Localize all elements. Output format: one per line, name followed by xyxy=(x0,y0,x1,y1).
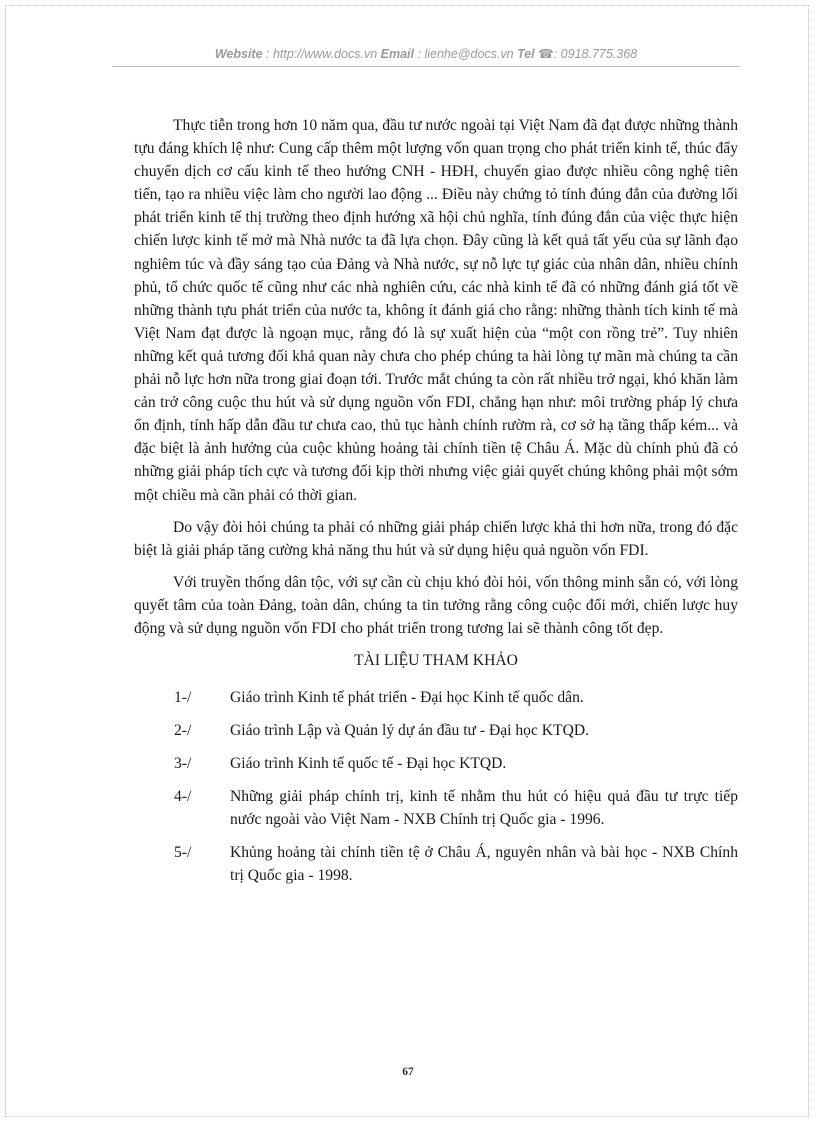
document-body xyxy=(134,114,738,897)
reference-item xyxy=(134,841,738,887)
reference-text: Những giải pháp chính trị, kinh tế nhằm thu hút có hiệu quả đầu tư trực tiếp nước ngoài vào Việt Nam - NXB Chính trị Quốc gia - 1996. xyxy=(230,788,738,829)
email-value: lienhe@docs.vn xyxy=(424,47,514,61)
tel-value: : 0918.775.368 xyxy=(553,47,638,61)
paragraph-1: Thực tiễn trong hơn 10 năm qua, đầu tư nước ngoài tại Việt Nam đã đạt được những thành tựu đáng khích lệ như: Cung cấp thêm một lượng vốn quan trọng cho phát triển kinh tế, thúc đẩy chuyển dịch cơ cấu kinh tế theo hướng CNH - HĐH, chuyển giao được nhiều công nghệ tiên tiến, tạo ra nhiều việc làm cho người lao động ... Điều này chứng tỏ tính đúng đắn của đường lối phát triển kinh tế thị trường theo định hướng xã hội chủ nghĩa, tính đúng đắn của việc thực hiện chiến lược kinh tế mở mà Nhà nước ta đã lựa chọn. Đây cũng là kết quả tất yếu của sự lãnh đạo nghiêm túc và đầy sáng tạo của Đảng và Nhà nước, sự nỗ lực tự giác của nhân dân, nhiều chính phủ, tổ chức quốc tế cũng như các nhà nghiên cứu, các nhà kinh tế đã có những đánh giá tốt về những thành tựu phát triển của nước ta, không ít đánh giá cho rằng: những thành tích kinh tế mà Việt Nam đạt được là ngoạn mục, rằng đó là sự xuất hiện của “một con rồng trẻ”. Tuy nhiên những kết quả tương đối khả quan này chưa cho phép chúng ta hài lòng tự mãn mà chúng ta cần phải nỗ lực hơn nữa trong giai đoạn tới. Trước mắt chúng ta còn rất nhiều trở ngại, khó khăn làm cản trở công cuộc thu hút và sử dụng nguồn vốn FDI, chẳng hạn như: môi trường pháp lý chưa ổn định, tính hấp dẫn đầu tư chưa cao, thủ tục hành chính rườm rà, cơ sở hạ tầng thấp kém... và đặc biệt là ảnh hưởng của cuộc khủng hoảng tài chính tiền tệ Châu Á. Mặc dù chính phủ đã có những giải pháp tích cực và tương đối kịp thời nhưng việc giải quyết chúng không phải một sớm một chiều mà cần phải có thời gian. xyxy=(134,117,739,504)
paragraph-2: Do vậy đòi hỏi chúng ta phải có những giải pháp chiến lược khả thi hơn nữa, trong đó đặc biệt là giải pháp tăng cường khả năng thu hút và sử dụng hiệu quả nguồn vốn FDI. xyxy=(134,518,738,559)
reference-item xyxy=(134,719,738,742)
website-separator: : xyxy=(262,47,273,61)
reference-number: 5-/ xyxy=(174,844,192,862)
references-heading: TÀI LIỆU THAM KHẢO xyxy=(354,652,518,670)
phone-icon: ☎ xyxy=(538,47,554,61)
reference-text: Giáo trình Kinh tế phát triển - Đại học Kinh tế quốc dân. xyxy=(230,689,584,707)
email-label: Email xyxy=(380,47,415,61)
reference-item xyxy=(134,785,738,831)
reference-item xyxy=(134,686,738,709)
reference-number: 2-/ xyxy=(174,722,192,740)
page-header xyxy=(112,46,740,61)
paragraph-3: Với truyền thống dân tộc, với sự cần cù chịu khó đòi hỏi, vốn thông minh sẵn có, với lòng quyết tâm của toàn Đảng, toàn dân, chúng ta tin tưởng rằng công cuộc đổi mới, chiến lược huy động và sử dụng nguồn vốn FDI cho phát triển trong tương lai sẽ thành công tốt đẹp. xyxy=(134,573,738,637)
reference-item xyxy=(134,752,738,775)
email-separator: : xyxy=(414,47,425,61)
website-label: Website xyxy=(214,47,263,61)
reference-text: Giáo trình Lập và Quản lý dự án đầu tư - Đại học KTQD. xyxy=(230,722,590,740)
reference-text: Khủng hoảng tài chính tiền tệ ở Châu Á, nguyên nhân và bài học - NXB Chính trị Quốc gia - 1998. xyxy=(230,844,738,885)
website-url: http://www.docs.vn xyxy=(272,47,378,61)
reference-number: 1-/ xyxy=(174,689,192,707)
references-list xyxy=(134,686,738,887)
page-number: 67 xyxy=(402,1066,414,1078)
reference-text: Giáo trình Kinh tế quốc tế - Đại học KTQD. xyxy=(230,755,507,773)
header-divider xyxy=(112,66,740,67)
tel-label: Tel xyxy=(517,47,535,61)
reference-number: 4-/ xyxy=(174,788,192,806)
reference-number: 3-/ xyxy=(174,755,192,773)
